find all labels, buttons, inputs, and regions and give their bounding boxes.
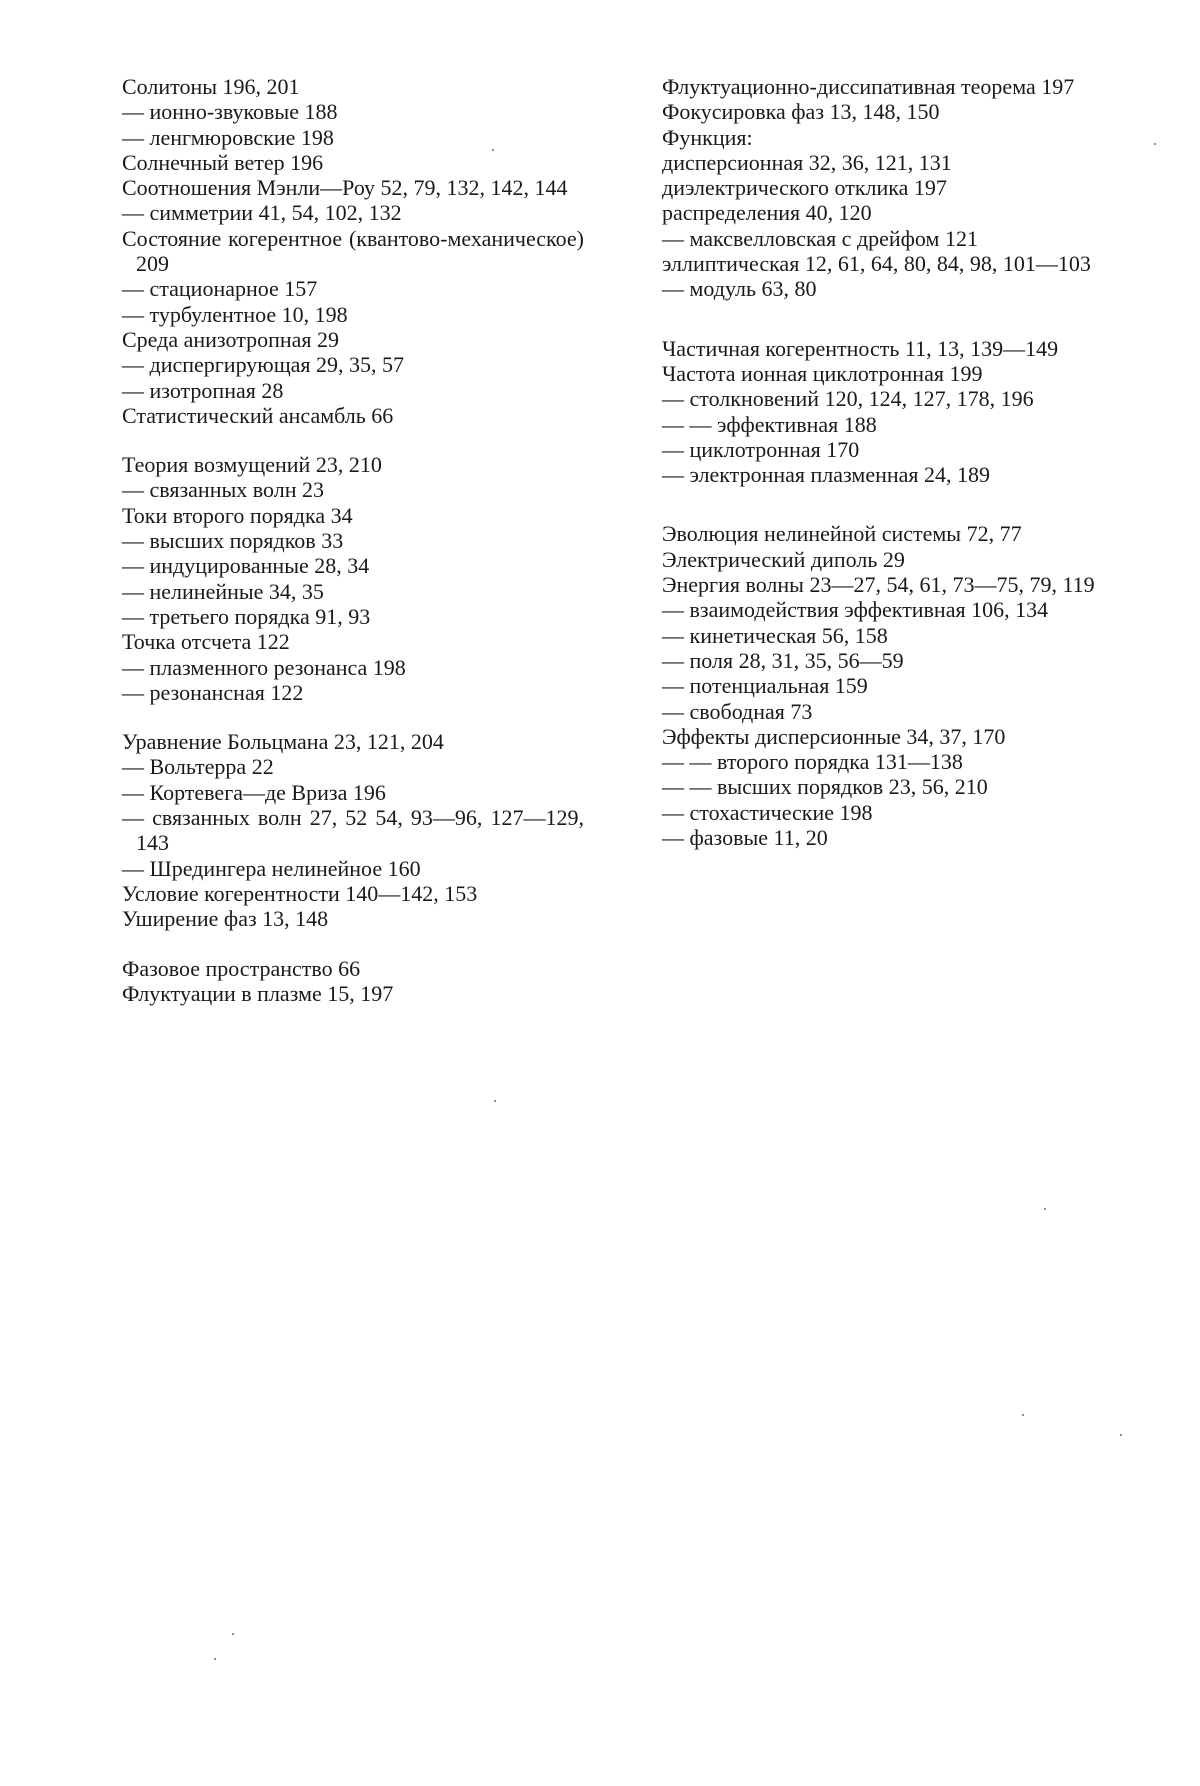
index-entry: — Вольтерра 22 (122, 754, 274, 780)
index-entry: Точка отсчета 122 (122, 629, 290, 655)
index-section-u (122, 729, 584, 931)
index-entry: — взаимодействия эффективная 106, 134 (662, 597, 1049, 623)
index-entry: — модуль 63, 80 (662, 276, 817, 302)
index-entry: — ионно-звуковые 188 (122, 99, 338, 125)
index-entry: Флуктуации в плазме 15, 197 (122, 980, 394, 1006)
index-entry: Соотношения Мэнли—Роу 52, 79, 132, 142, 144 (122, 175, 568, 201)
scan-speck (232, 1633, 234, 1635)
index-entry: — — эффективная 188 (662, 411, 877, 437)
index-entry: Фокусировка фаз 13, 148, 150 (662, 99, 940, 125)
index-entry: — ленгмюровские 198 (122, 124, 334, 150)
index-entry: — потенциальная 159 (662, 673, 868, 699)
index-entry: — симметрии 41, 54, 102, 132 (122, 200, 402, 226)
index-entry: дисперсионная 32, 36, 121, 131 (662, 149, 952, 175)
index-entry: — максвелловская с дрейфом 121 (662, 225, 978, 251)
index-entry: эллиптическая 12, 61, 64, 80, 84, 98, 101—103 (662, 251, 1091, 277)
index-entry: Солитоны 196, 201 (122, 74, 300, 99)
scan-speck (214, 1658, 216, 1660)
index-entry: — индуцированные 28, 34 (122, 553, 370, 579)
index-entry: — изотропная 28 (122, 377, 284, 403)
index-entry: — — высших порядков 23, 56, 210 (662, 774, 988, 800)
index-entry: Частота ионная циклотронная 199 (662, 360, 983, 386)
index-section-e (662, 521, 1130, 850)
index-entry: — турбулентное 10, 198 (122, 301, 348, 327)
index-entry: Состояние когерентное (квантово-механическое) 209 (122, 225, 584, 277)
index-entry: — столкновений 120, 124, 127, 178, 196 (662, 386, 1034, 412)
index-entry: — стохастические 198 (662, 799, 873, 825)
index-entry: — кинетическая 56, 158 (662, 622, 888, 648)
scan-speck (1044, 1208, 1046, 1210)
index-entry: — плазменного резонанса 198 (122, 654, 406, 680)
index-entry: Статистический ансамбль 66 (122, 402, 394, 428)
index-entry: Теория возмущений 23, 210 (122, 452, 382, 478)
index-entry: — свободная 73 (662, 698, 813, 724)
index-entry: Токи второго порядка 34 (122, 502, 353, 528)
index-entry: — связанных волн 23 (122, 477, 324, 503)
index-entry: — нелинейные 34, 35 (122, 578, 324, 604)
scan-speck (492, 149, 494, 151)
index-entry: — третьего порядка 91, 93 (122, 603, 371, 629)
index-entry: — высших порядков 33 (122, 528, 344, 554)
index-entry: — электронная плазменная 24, 189 (662, 462, 991, 488)
index-entry: — связанных волн 27, 52 54, 93—96, 127—129, 143 (122, 805, 584, 856)
index-entry: — поля 28, 31, 35, 56—59 (662, 647, 904, 673)
index-section-f (122, 956, 584, 1007)
scan-speck (1120, 1434, 1122, 1436)
index-entry: Энергия волны 23—27, 54, 61, 73—75, 79, 119 (662, 572, 1095, 598)
index-entry: Эффекты дисперсионные 34, 37, 170 (662, 723, 1006, 749)
scan-speck (1022, 1414, 1024, 1416)
index-section-s (122, 74, 584, 428)
scan-speck (1154, 143, 1156, 145)
scan-speck (494, 1100, 496, 1102)
index-entry: — — второго порядка 131—138 (662, 749, 963, 775)
index-entry: Частичная когерентность 11, 13, 139—149 (662, 335, 1059, 361)
index-entry: Функция: (662, 124, 753, 150)
index-entry: Уширение фаз 13, 148 (122, 906, 329, 932)
index-entry: — резонансная 122 (122, 679, 304, 705)
index-entry: распределения 40, 120 (662, 200, 872, 226)
index-entry: Уравнение Больцмана 23, 121, 204 (122, 729, 444, 755)
index-entry: Солнечный ветер 196 (122, 149, 324, 175)
index-entry: Фазовое пространство 66 (122, 955, 361, 981)
index-entry: Электрический диполь 29 (662, 546, 905, 572)
index-entry: Эволюция нелинейной системы 72, 77 (662, 521, 1022, 547)
index-column-left (122, 74, 584, 1030)
index-entry: — Шредингера нелинейное 160 (122, 855, 421, 881)
index-section-t (122, 452, 584, 705)
index-entry: — стационарное 157 (122, 276, 318, 302)
index-section-f-cont (662, 74, 1130, 302)
index-entry: Флуктуационно-диссипативная теорема 197 (662, 74, 1075, 99)
index-column-right (662, 74, 1130, 874)
index-entry: диэлектрического отклика 197 (662, 175, 947, 201)
index-section-ch (662, 336, 1130, 488)
index-entry: — фазовые 11, 20 (662, 825, 828, 851)
index-entry: — Кортевега—де Вриза 196 (122, 779, 386, 805)
index-entry: — диспергирующая 29, 35, 57 (122, 352, 405, 378)
index-entry: Условие когерентности 140—142, 153 (122, 880, 478, 906)
index-entry: — циклотронная 170 (662, 436, 860, 462)
index-entry: Среда анизотропная 29 (122, 326, 340, 352)
